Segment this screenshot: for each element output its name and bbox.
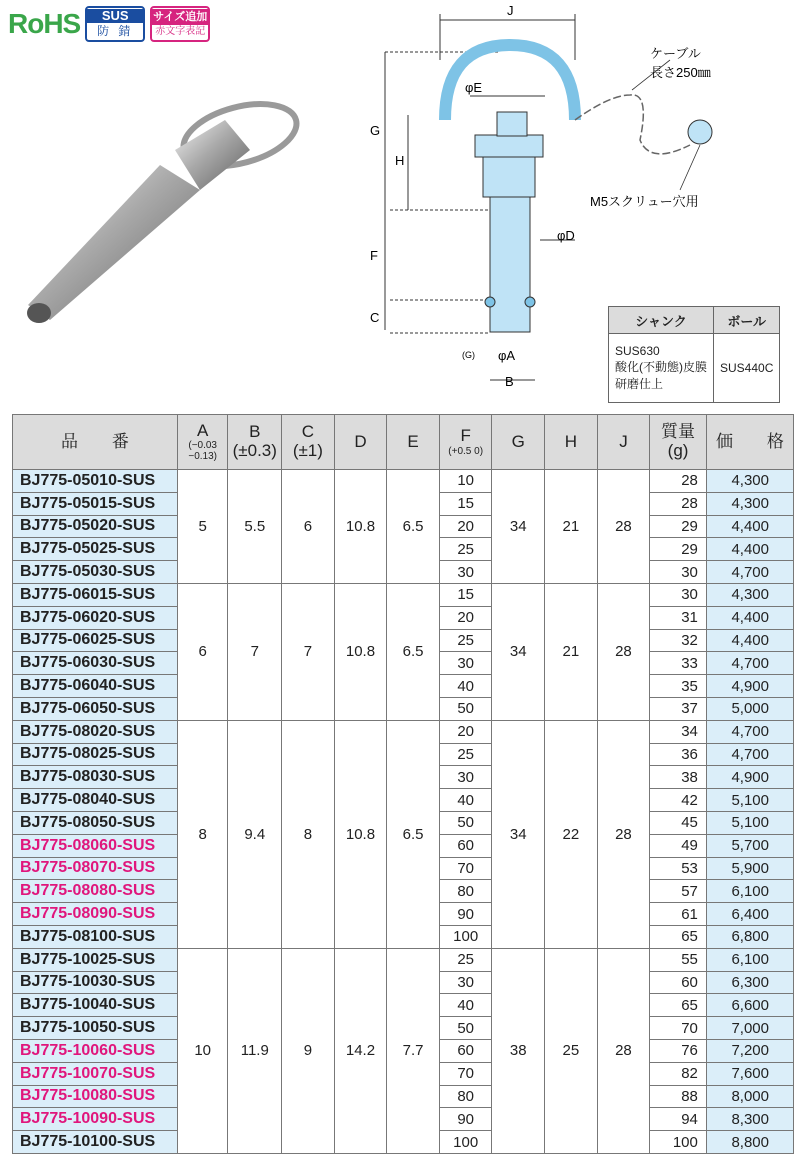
header-c-label: C xyxy=(301,422,315,442)
part-number-cell: BJ775-05010-SUS xyxy=(13,470,178,493)
dim-f-cell: 25 xyxy=(439,629,492,652)
header-mass-label: 質量 xyxy=(661,422,696,442)
material-shank-cell xyxy=(609,334,714,403)
price-cell: 6,400 xyxy=(706,903,793,926)
header-b xyxy=(228,415,282,470)
drawing-shaft-icon xyxy=(490,197,530,332)
dim-f-cell: 70 xyxy=(439,857,492,880)
header-mass xyxy=(650,415,707,470)
header-a xyxy=(177,415,228,470)
dim-c-label: C xyxy=(370,310,380,325)
dim-h-cell: 21 xyxy=(545,583,598,720)
dim-g-cell: 38 xyxy=(492,948,545,1153)
cable-label-2: 長さ250㎜ xyxy=(650,65,711,80)
price-cell: 4,400 xyxy=(706,629,793,652)
dim-g-cell: 34 xyxy=(492,720,545,948)
material-shank-line1: SUS630 xyxy=(615,344,660,358)
dim-f-cell: 15 xyxy=(439,583,492,606)
dim-h-cell: 22 xyxy=(545,720,598,948)
price-cell: 4,400 xyxy=(706,606,793,629)
dim-d-cell: 10.8 xyxy=(334,470,387,584)
mass-cell: 82 xyxy=(650,1062,707,1085)
part-number-cell: BJ775-05020-SUS xyxy=(13,515,178,538)
part-number-cell: BJ775-08070-SUS xyxy=(13,857,178,880)
product-photo xyxy=(10,80,340,410)
table-row xyxy=(13,948,794,971)
pin-tip-icon xyxy=(27,303,51,323)
price-cell: 7,600 xyxy=(706,1062,793,1085)
dim-f-cell: 80 xyxy=(439,880,492,903)
dim-h-cell: 21 xyxy=(545,470,598,584)
dim-f-cell: 50 xyxy=(439,1017,492,1040)
dim-f-cell: 40 xyxy=(439,789,492,812)
price-cell: 5,700 xyxy=(706,834,793,857)
dim-f-cell: 60 xyxy=(439,834,492,857)
mass-cell: 45 xyxy=(650,811,707,834)
part-number-cell: BJ775-06015-SUS xyxy=(13,583,178,606)
dim-f-cell: 25 xyxy=(439,948,492,971)
header-d: D xyxy=(334,415,387,470)
dimension-lines xyxy=(385,14,575,380)
dim-g-cell: 34 xyxy=(492,583,545,720)
mass-cell: 28 xyxy=(650,470,707,493)
dim-f-cell: 30 xyxy=(439,766,492,789)
dim-phi-a-label: φA xyxy=(498,348,516,363)
drawing-head-icon xyxy=(475,135,543,157)
dim-f-cell: 100 xyxy=(439,1131,492,1154)
part-number-cell: BJ775-06020-SUS xyxy=(13,606,178,629)
material-shank-header: シャンク xyxy=(609,307,714,334)
mass-cell: 31 xyxy=(650,606,707,629)
mass-cell: 60 xyxy=(650,971,707,994)
mass-cell: 29 xyxy=(650,538,707,561)
product-header xyxy=(0,0,810,412)
dim-f-cell: 30 xyxy=(439,971,492,994)
dim-a-cell: 6 xyxy=(177,583,228,720)
dim-f-cell: 20 xyxy=(439,606,492,629)
sus-badge-title: SUS xyxy=(87,9,143,23)
size-badge-title: サイズ追加 xyxy=(153,11,208,23)
header-c xyxy=(282,415,335,470)
dim-c-cell: 7 xyxy=(282,583,335,720)
size-group xyxy=(13,948,794,1153)
part-number-cell: BJ775-10100-SUS xyxy=(13,1131,178,1154)
part-number-cell: BJ775-10050-SUS xyxy=(13,1017,178,1040)
dim-b-label: B xyxy=(505,374,514,389)
price-cell: 4,300 xyxy=(706,583,793,606)
part-number-cell: BJ775-10090-SUS xyxy=(13,1108,178,1131)
header-f-label: F xyxy=(460,426,471,446)
header-a-tol-upper: (−0.03 xyxy=(188,440,217,452)
dim-f-cell: 40 xyxy=(439,675,492,698)
price-cell: 6,100 xyxy=(706,880,793,903)
mass-cell: 49 xyxy=(650,834,707,857)
dim-j-cell: 28 xyxy=(597,583,650,720)
part-number-cell: BJ775-06030-SUS xyxy=(13,652,178,675)
mass-cell: 34 xyxy=(650,720,707,743)
dim-phi-d-label: φD xyxy=(557,228,575,243)
price-cell: 4,700 xyxy=(706,720,793,743)
part-number-cell: BJ775-10070-SUS xyxy=(13,1062,178,1085)
dim-f-cell: 90 xyxy=(439,903,492,926)
mass-cell: 65 xyxy=(650,994,707,1017)
mass-cell: 35 xyxy=(650,675,707,698)
part-number-cell: BJ775-08080-SUS xyxy=(13,880,178,903)
price-cell: 8,300 xyxy=(706,1108,793,1131)
dim-f-cell: 70 xyxy=(439,1062,492,1085)
rohs-badge: RoHS xyxy=(8,8,81,39)
material-ball-cell: SUS440C xyxy=(714,334,780,403)
mass-cell: 65 xyxy=(650,925,707,948)
part-number-cell: BJ775-10025-SUS xyxy=(13,948,178,971)
mass-cell: 30 xyxy=(650,561,707,584)
dim-f-cell: 50 xyxy=(439,697,492,720)
cable-icon xyxy=(575,95,690,154)
part-number-cell: BJ775-08030-SUS xyxy=(13,766,178,789)
drawing-knob-icon xyxy=(497,112,527,136)
size-badge-caption: 赤文字表記 xyxy=(155,26,206,37)
dim-b-cell: 7 xyxy=(228,583,282,720)
dim-e-cell: 6.5 xyxy=(387,583,440,720)
dim-d-cell: 10.8 xyxy=(334,583,387,720)
header-e: E xyxy=(387,415,440,470)
header-j: J xyxy=(597,415,650,470)
dim-f-cell: 40 xyxy=(439,994,492,1017)
header-a-tol-lower: −0.13) xyxy=(188,451,217,463)
dim-f-label: F xyxy=(370,248,378,263)
header-price: 価 格 xyxy=(706,415,793,470)
price-cell: 4,300 xyxy=(706,470,793,493)
part-number-cell: BJ775-06050-SUS xyxy=(13,697,178,720)
dim-c-cell: 9 xyxy=(282,948,335,1153)
sus-badge xyxy=(85,6,145,42)
part-number-cell: BJ775-08060-SUS xyxy=(13,834,178,857)
price-cell: 4,900 xyxy=(706,675,793,698)
part-number-cell: BJ775-10030-SUS xyxy=(13,971,178,994)
table-row xyxy=(13,470,794,493)
mass-cell: 30 xyxy=(650,583,707,606)
dim-f-cell: 50 xyxy=(439,811,492,834)
header-h: H xyxy=(545,415,598,470)
pin-head-icon xyxy=(175,120,250,190)
mass-cell: 37 xyxy=(650,697,707,720)
dim-phi-e-label: φE xyxy=(465,80,483,95)
price-cell: 6,100 xyxy=(706,948,793,971)
dim-d-cell: 14.2 xyxy=(334,948,387,1153)
mass-cell: 32 xyxy=(650,629,707,652)
price-cell: 5,100 xyxy=(706,789,793,812)
dim-f-cell: 30 xyxy=(439,652,492,675)
dim-f-cell: 25 xyxy=(439,538,492,561)
part-number-cell: BJ775-08050-SUS xyxy=(13,811,178,834)
dim-f-cell: 80 xyxy=(439,1085,492,1108)
mass-cell: 61 xyxy=(650,903,707,926)
price-cell: 8,000 xyxy=(706,1085,793,1108)
dim-f-cell: 90 xyxy=(439,1108,492,1131)
price-cell: 8,800 xyxy=(706,1131,793,1154)
mass-cell: 42 xyxy=(650,789,707,812)
sus-badge-caption: 防 錆 xyxy=(97,24,134,38)
price-cell: 7,200 xyxy=(706,1039,793,1062)
material-ball-header: ボール xyxy=(714,307,780,334)
price-cell: 5,100 xyxy=(706,811,793,834)
dim-b-cell: 5.5 xyxy=(228,470,282,584)
price-cell: 4,700 xyxy=(706,561,793,584)
dim-j-cell: 28 xyxy=(597,470,650,584)
price-cell: 4,400 xyxy=(706,538,793,561)
dim-a-cell: 5 xyxy=(177,470,228,584)
part-number-cell: BJ775-10080-SUS xyxy=(13,1085,178,1108)
spec-table xyxy=(12,414,794,1154)
header-b-label: B xyxy=(249,422,261,442)
dim-f-cell: 100 xyxy=(439,925,492,948)
header-part-number: 品 番 xyxy=(13,415,178,470)
mass-cell: 100 xyxy=(650,1131,707,1154)
size-group xyxy=(13,720,794,948)
part-number-cell: BJ775-10040-SUS xyxy=(13,994,178,1017)
cable-label-1: ケーブル xyxy=(650,46,701,61)
dim-f-cell: 30 xyxy=(439,561,492,584)
dim-f-cell: 20 xyxy=(439,720,492,743)
price-cell: 4,700 xyxy=(706,743,793,766)
mass-cell: 29 xyxy=(650,515,707,538)
size-added-badge xyxy=(150,6,210,42)
part-number-cell: BJ775-06025-SUS xyxy=(13,629,178,652)
header-f-tol: (+0.5 0) xyxy=(448,445,484,457)
mass-cell: 36 xyxy=(650,743,707,766)
part-number-cell: BJ775-08025-SUS xyxy=(13,743,178,766)
dim-d-cell: 10.8 xyxy=(334,720,387,948)
dim-b-cell: 9.4 xyxy=(228,720,282,948)
dim-e-cell: 6.5 xyxy=(387,720,440,948)
part-number-cell: BJ775-05015-SUS xyxy=(13,492,178,515)
mass-cell: 70 xyxy=(650,1017,707,1040)
dim-h-cell: 25 xyxy=(545,948,598,1153)
drawing-collar-icon xyxy=(483,157,535,197)
dim-j-label: J xyxy=(507,3,514,18)
part-number-cell: BJ775-08020-SUS xyxy=(13,720,178,743)
dim-g-cell: 34 xyxy=(492,470,545,584)
price-cell: 5,000 xyxy=(706,697,793,720)
dim-j-cell: 28 xyxy=(597,948,650,1153)
part-number-cell: BJ775-05025-SUS xyxy=(13,538,178,561)
price-cell: 7,000 xyxy=(706,1017,793,1040)
header-mass-unit: (g) xyxy=(667,441,689,460)
pin-shaft-icon xyxy=(28,165,200,320)
dim-j-cell: 28 xyxy=(597,720,650,948)
header-f xyxy=(439,415,492,470)
mass-cell: 57 xyxy=(650,880,707,903)
ball-right-icon xyxy=(525,297,535,307)
size-group xyxy=(13,583,794,720)
dim-c-cell: 6 xyxy=(282,470,335,584)
dim-b-cell: 11.9 xyxy=(228,948,282,1153)
mass-cell: 55 xyxy=(650,948,707,971)
dim-f-cell: 15 xyxy=(439,492,492,515)
dim-g-label: G xyxy=(370,123,381,138)
mass-cell: 53 xyxy=(650,857,707,880)
part-number-cell: BJ775-10060-SUS xyxy=(13,1039,178,1062)
part-number-cell: BJ775-08040-SUS xyxy=(13,789,178,812)
part-number-cell: BJ775-08090-SUS xyxy=(13,903,178,926)
material-table xyxy=(608,306,780,403)
price-cell: 4,400 xyxy=(706,515,793,538)
table-row xyxy=(13,720,794,743)
dim-g-mark-label: (G) xyxy=(462,350,475,360)
dim-e-cell: 6.5 xyxy=(387,470,440,584)
mass-cell: 94 xyxy=(650,1108,707,1131)
ball-left-icon xyxy=(485,297,495,307)
mass-cell: 88 xyxy=(650,1085,707,1108)
price-cell: 4,300 xyxy=(706,492,793,515)
dim-c-cell: 8 xyxy=(282,720,335,948)
dim-a-cell: 8 xyxy=(177,720,228,948)
material-shank-line3: 研磨仕上 xyxy=(615,377,664,391)
dim-f-cell: 10 xyxy=(439,470,492,493)
header-b-tol: (±0.3) xyxy=(232,441,277,460)
price-cell: 6,600 xyxy=(706,994,793,1017)
dim-f-cell: 60 xyxy=(439,1039,492,1062)
cable-eyelet-icon xyxy=(688,120,712,144)
price-cell: 6,300 xyxy=(706,971,793,994)
mass-cell: 33 xyxy=(650,652,707,675)
badge-row xyxy=(8,6,210,42)
mass-cell: 38 xyxy=(650,766,707,789)
table-row xyxy=(13,583,794,606)
dim-a-cell: 10 xyxy=(177,948,228,1153)
price-cell: 4,700 xyxy=(706,652,793,675)
mass-cell: 76 xyxy=(650,1039,707,1062)
part-number-cell: BJ775-08100-SUS xyxy=(13,925,178,948)
mass-cell: 28 xyxy=(650,492,707,515)
price-cell: 4,900 xyxy=(706,766,793,789)
header-c-tol: (±1) xyxy=(292,441,323,460)
header-g: G xyxy=(492,415,545,470)
dim-e-cell: 7.7 xyxy=(387,948,440,1153)
dim-h-label: H xyxy=(395,153,405,168)
screw-label: M5スクリュー穴用 xyxy=(590,194,699,209)
size-group xyxy=(13,470,794,584)
dim-f-cell: 20 xyxy=(439,515,492,538)
part-number-cell: BJ775-05030-SUS xyxy=(13,561,178,584)
dim-f-cell: 25 xyxy=(439,743,492,766)
part-number-cell: BJ775-06040-SUS xyxy=(13,675,178,698)
price-cell: 6,800 xyxy=(706,925,793,948)
material-shank-line2: 酸化(不動態)皮膜 xyxy=(615,360,707,374)
price-cell: 5,900 xyxy=(706,857,793,880)
header-a-label: A xyxy=(197,420,209,440)
